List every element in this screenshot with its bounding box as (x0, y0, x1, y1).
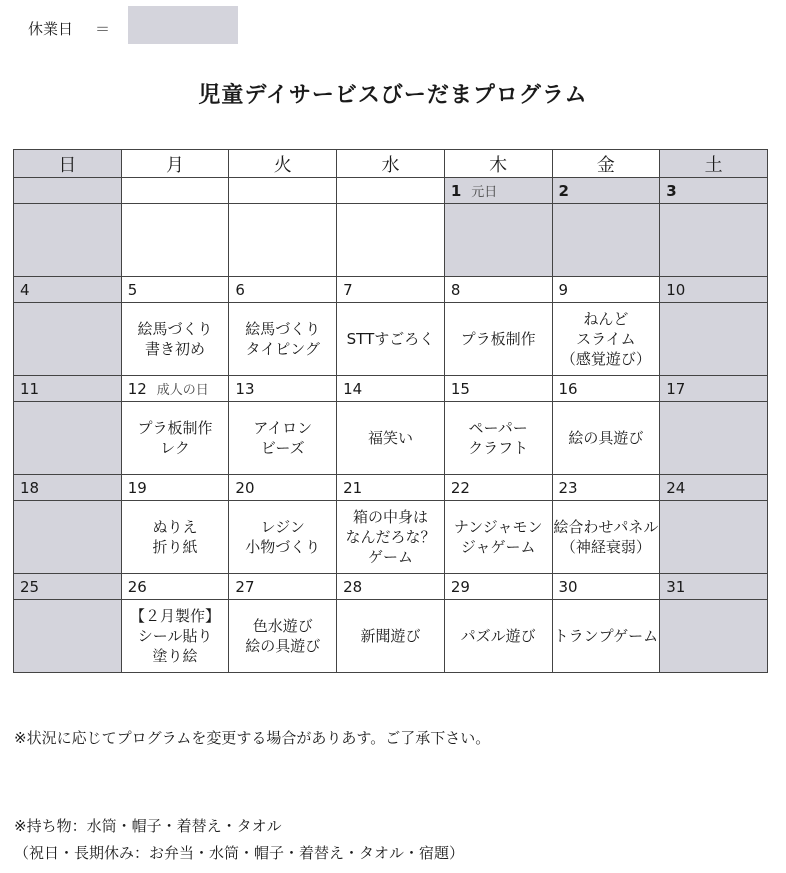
date-row (14, 277, 768, 303)
program-cell (444, 501, 552, 574)
program-cell (337, 204, 445, 277)
date-cell (14, 376, 122, 402)
program-text: ナンジャモン ジャゲーム (453, 518, 543, 556)
program-cell (552, 303, 660, 376)
program-cell (552, 600, 660, 673)
date-cell (229, 376, 337, 402)
program-cell (229, 600, 337, 673)
program-text: トランプゲーム (553, 627, 659, 645)
date-number: 28 (343, 577, 363, 596)
date-number: 11 (20, 379, 40, 398)
program-cell (337, 501, 445, 574)
program-text: 新聞遊び (360, 627, 421, 645)
date-number: 16 (558, 379, 578, 398)
date-number: 1 (450, 182, 462, 200)
program-text: 絵馬づくり 書き初め (137, 320, 213, 358)
date-number: 21 (343, 478, 363, 497)
program-cell (444, 600, 552, 673)
date-cell (660, 277, 768, 303)
program-cell (14, 303, 122, 376)
date-cell (552, 475, 660, 501)
date-cell (121, 277, 229, 303)
program-cell (121, 501, 229, 574)
date-number: 17 (666, 379, 686, 398)
program-cell (121, 303, 229, 376)
program-cell (660, 501, 768, 574)
date-cell (121, 574, 229, 600)
program-text: 絵の具遊び (568, 429, 644, 447)
program-calendar (13, 149, 768, 673)
date-cell (121, 178, 229, 204)
program-text: アイロン ビーズ (253, 419, 313, 457)
weekday-fri: 金 (552, 150, 660, 178)
program-cell (444, 204, 552, 277)
date-note: 元日 (471, 185, 498, 200)
program-cell (660, 204, 768, 277)
date-number: 5 (127, 280, 138, 299)
holiday-input-box (128, 6, 238, 44)
weekday-thu: 木 (444, 150, 552, 178)
date-cell (660, 574, 768, 600)
weekday-header-row (14, 150, 768, 178)
date-number: 15 (450, 379, 470, 398)
date-cell (229, 178, 337, 204)
program-text: プラ板制作 レク (137, 419, 213, 457)
date-cell (660, 475, 768, 501)
page-title: 児童デイサービスびーだまプログラム (198, 83, 588, 108)
program-row (14, 501, 768, 574)
program-text: ぬりえ 折り紙 (152, 518, 198, 556)
weekday-mon: 月 (121, 150, 229, 178)
date-cell (337, 277, 445, 303)
holiday-label: 休業日 (28, 19, 74, 38)
program-cell (337, 600, 445, 673)
date-cell (121, 376, 229, 402)
items-to-bring-holiday: （祝日・長期休み：お弁当・水筒・帽子・着替え・タオル・宿題） (14, 844, 465, 862)
date-cell (552, 178, 660, 204)
date-cell (444, 574, 552, 600)
program-text: 福笑い (367, 429, 413, 447)
program-cell (14, 402, 122, 475)
date-cell (337, 574, 445, 600)
program-row (14, 204, 768, 277)
date-number: 18 (20, 478, 40, 497)
date-cell (229, 277, 337, 303)
date-number: 31 (666, 577, 686, 596)
date-number: 30 (558, 577, 578, 596)
date-number: 27 (235, 577, 255, 596)
date-number: 19 (127, 478, 147, 497)
date-row (14, 376, 768, 402)
program-cell (229, 303, 337, 376)
date-cell (444, 178, 552, 204)
program-text: 【２月製作】 シール貼り 塗り絵 (130, 607, 221, 665)
program-text: ペーパー クラフト (468, 419, 529, 457)
program-row (14, 402, 768, 475)
date-number: 24 (666, 478, 686, 497)
weekday-sat: 土 (660, 150, 768, 178)
program-text: パズル遊び (460, 627, 536, 645)
program-cell (660, 303, 768, 376)
date-cell (337, 475, 445, 501)
program-row (14, 600, 768, 673)
program-text: ねんど スライム （感覚遊び） (560, 310, 651, 368)
program-text: 色水遊び 絵の具遊び (245, 617, 321, 655)
date-number: 10 (666, 280, 686, 299)
holiday-row (28, 12, 238, 44)
program-cell (121, 204, 229, 277)
program-cell (660, 600, 768, 673)
program-cell (121, 600, 229, 673)
date-cell (660, 376, 768, 402)
program-cell (444, 402, 552, 475)
change-notice: ※状況に応じてプログラムを変更する場合がありあす。ご了承下さい。 (14, 729, 491, 747)
program-text: 絵馬づくり タイピング (245, 320, 321, 358)
date-number: 26 (127, 577, 147, 596)
program-cell (552, 204, 660, 277)
date-number: 13 (235, 379, 255, 398)
items-to-bring: ※持ち物：水筒・帽子・着替え・タオル (14, 817, 282, 835)
date-number: 8 (450, 280, 461, 299)
weekday-tue: 火 (229, 150, 337, 178)
program-cell (121, 402, 229, 475)
date-cell (552, 574, 660, 600)
date-cell (552, 376, 660, 402)
date-number: 29 (450, 577, 470, 596)
date-cell (660, 178, 768, 204)
program-cell (552, 501, 660, 574)
weekday-wed: 水 (337, 150, 445, 178)
program-text: STTすごろく (346, 330, 435, 348)
date-number: 6 (235, 280, 245, 299)
program-cell (337, 402, 445, 475)
date-cell (14, 475, 122, 501)
program-cell (552, 402, 660, 475)
program-cell (337, 303, 445, 376)
program-cell (14, 501, 122, 574)
date-number: 14 (343, 379, 363, 398)
date-number: 9 (558, 280, 569, 299)
date-number: 23 (558, 478, 578, 497)
date-number: 20 (235, 478, 255, 497)
program-cell (660, 402, 768, 475)
program-cell (229, 402, 337, 475)
date-row (14, 475, 768, 501)
weekday-sun: 日 (14, 150, 122, 178)
date-number: 22 (450, 478, 470, 497)
date-cell (337, 376, 445, 402)
date-cell (229, 574, 337, 600)
date-row (14, 178, 768, 204)
program-text: プラ板制作 (460, 330, 536, 348)
program-cell (444, 303, 552, 376)
program-cell (229, 501, 337, 574)
date-number: 25 (20, 577, 40, 596)
date-number: 7 (343, 280, 353, 299)
date-cell (14, 574, 122, 600)
date-cell (337, 178, 445, 204)
date-cell (444, 475, 552, 501)
date-number: 12 (127, 380, 147, 398)
date-number: 3 (666, 181, 677, 200)
date-cell (14, 277, 122, 303)
program-text: 絵合わせパネル （神経衰弱） (553, 518, 659, 556)
date-note: 成人の日 (156, 383, 209, 398)
date-row (14, 574, 768, 600)
date-cell (14, 178, 122, 204)
program-row (14, 303, 768, 376)
date-cell (121, 475, 229, 501)
program-cell (229, 204, 337, 277)
program-cell (14, 600, 122, 673)
date-number: 2 (558, 181, 569, 200)
date-number: 4 (20, 280, 30, 299)
date-cell (552, 277, 660, 303)
program-cell (14, 204, 122, 277)
date-cell (444, 277, 552, 303)
date-cell (444, 376, 552, 402)
date-cell (229, 475, 337, 501)
program-text: レジン 小物づくり (245, 518, 321, 556)
program-text: 箱の中身は なんだろな？ ゲーム (345, 508, 436, 566)
holiday-equals: ＝ (95, 19, 111, 38)
